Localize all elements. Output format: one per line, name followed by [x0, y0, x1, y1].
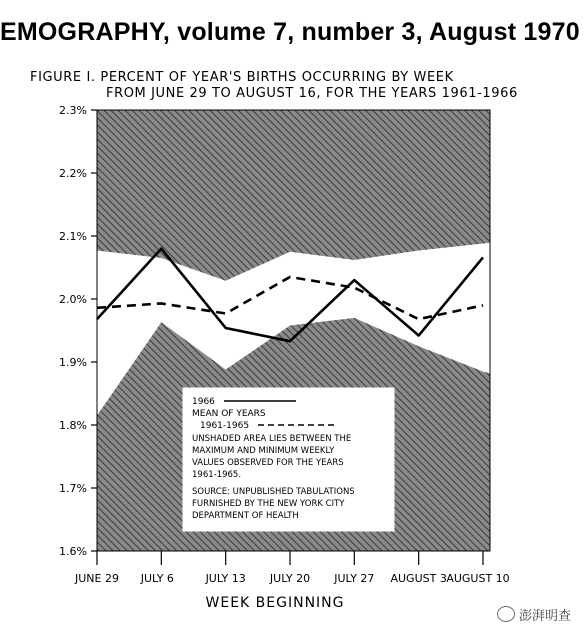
legend-source-line3: DEPARTMENT OF HEALTH: [192, 511, 299, 521]
y-tick-label: 2.0%: [59, 293, 87, 306]
x-tick-label: JULY 27: [334, 572, 375, 585]
x-axis-title: WEEK BEGINNING: [205, 595, 345, 611]
journal-header: EMOGRAPHY, volume 7, number 3, August 1970: [0, 18, 580, 46]
figure-title-line1: FIGURE I. PERCENT OF YEAR'S BIRTHS OCCURRING BY WEEK: [30, 70, 454, 85]
y-axis: [59, 104, 97, 558]
legend-mean-label: MEAN OF YEARS: [192, 409, 266, 419]
y-tick-label: 1.7%: [59, 482, 87, 495]
x-tick-label: JULY 20: [269, 572, 311, 585]
legend-1966-label: 1966: [192, 397, 215, 407]
legend-mean-years: 1961-1965: [200, 421, 250, 431]
x-tick-label: AUGUST 10: [446, 572, 510, 585]
legend-note-line2: MAXIMUM AND MINIMUM WEEKLY: [192, 446, 335, 456]
y-tick-label: 1.6%: [59, 545, 87, 558]
watermark-text: 澎湃明查: [518, 609, 571, 624]
y-tick-label: 1.9%: [59, 356, 87, 369]
x-tick-label: JULY 13: [205, 572, 246, 585]
legend-source-line2: FURNISHED BY THE NEW YORK CITY: [192, 499, 345, 509]
watermark: [497, 605, 571, 624]
y-tick-label: 1.8%: [59, 419, 87, 432]
wechat-icon: [497, 606, 515, 622]
x-tick-label: JUNE 29: [75, 572, 119, 585]
y-tick-label: 2.1%: [59, 230, 87, 243]
legend-note-line4: 1961-1965.: [192, 470, 242, 480]
legend-note-line3: VALUES OBSERVED FOR THE YEARS: [192, 458, 344, 468]
legend-source-line1: SOURCE: UNPUBLISHED TABULATIONS: [192, 487, 355, 497]
x-tick-label: AUGUST 3: [390, 572, 447, 585]
x-axis: [74, 551, 510, 585]
legend-note-line1: UNSHADED AREA LIES BETWEEN THE: [192, 434, 352, 444]
legend-box: [183, 388, 394, 531]
y-tick-label: 2.2%: [59, 167, 87, 180]
figure-title-line2: FROM JUNE 29 TO AUGUST 16, FOR THE YEARS 1961-1966: [106, 86, 518, 101]
y-tick-label: 2.3%: [59, 104, 87, 117]
x-tick-label: JULY 6: [140, 572, 174, 585]
